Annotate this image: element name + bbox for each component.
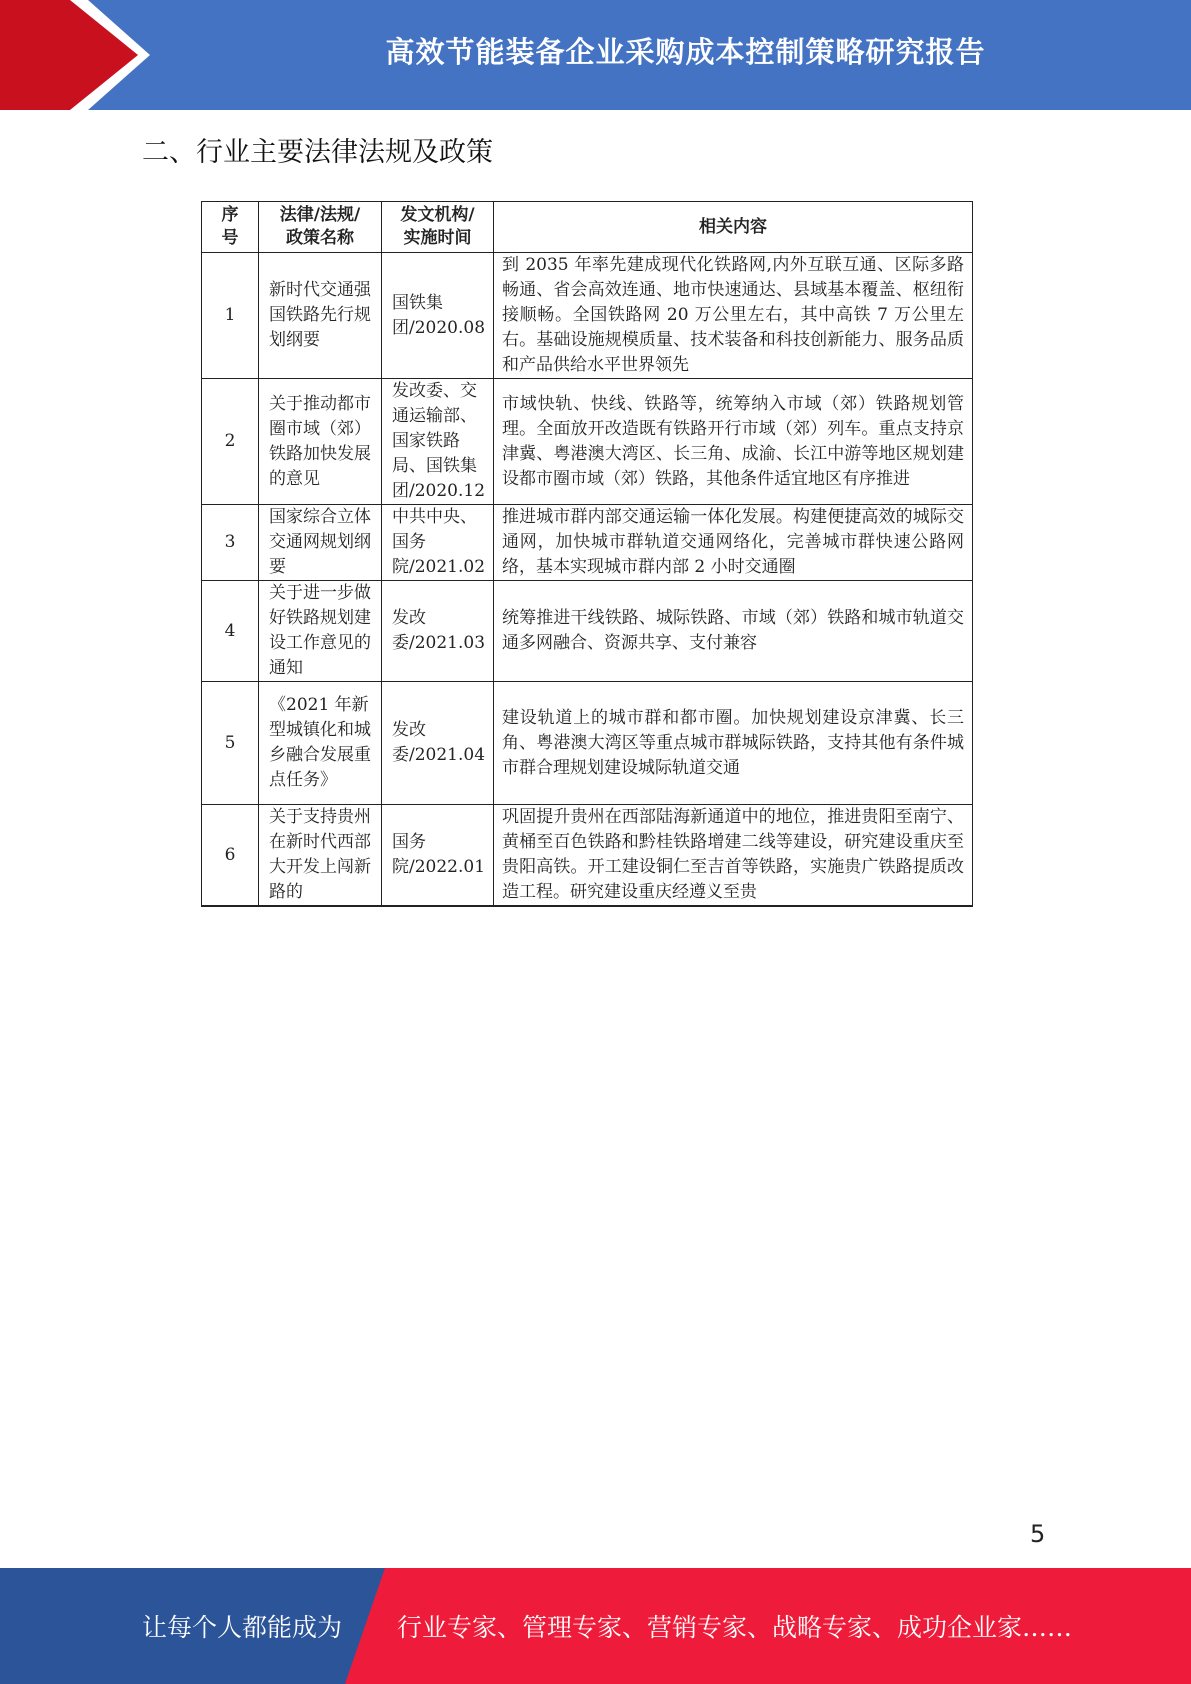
policy-content: 统筹推进干线铁路、城际铁路、市域（郊）铁路和城市轨道交通多网融合、资源共享、支付兼容 [494,581,973,682]
policy-content: 到 2035 年率先建成现代化铁路网,内外互联互通、区际多路畅通、省会高效连通、地市快速通达、县域基本覆盖、枢纽衔接顺畅。全国铁路网 20 万公里左右，其中高铁 7 万公里左右。基础设施规模质量、技术装备和科技创新能力、服务品质和产品供给水平世界领先 [494,253,973,379]
row-number: 1 [202,253,259,379]
page-footer [0,1568,1191,1684]
issuer-date: 发改委、交通运输部、国家铁路局、国铁集团/2020.12 [382,379,494,505]
column-header-name: 法律/法规/ 政策名称 [259,202,382,253]
issuer-date: 中共中央、国务院/2021.02 [382,505,494,581]
page-header [0,0,1191,110]
policy-name: 国家综合立体交通网规划纲要 [259,505,382,581]
policy-content: 推进城市群内部交通运输一体化发展。构建便捷高效的城际交通网，加快城市群轨道交通网络化，完善城市群快速公路网络，基本实现城市群内部 2 小时交通圈 [494,505,973,581]
table-row [202,581,973,682]
policy-table [201,201,973,907]
issuer-date: 发改委/2021.03 [382,581,494,682]
footer-slogan-right: 行业专家、管理专家、营销专家、战略专家、成功企业家…… [397,1613,1073,1642]
document-title: 高效节能装备企业采购成本控制策略研究报告 [385,34,986,69]
table-row [202,505,973,581]
policy-name: 关于进一步做好铁路规划建设工作意见的通知 [259,581,382,682]
policy-content: 巩固提升贵州在西部陆海新通道中的地位，推进贵阳至南宁、黄桶至百色铁路和黔桂铁路增建二线等建设，研究建设重庆至贵阳高铁。开工建设铜仁至吉首等铁路，实施贵广铁路提质改造工程。研究建设重庆经遵义至贵 [494,805,973,907]
row-number: 5 [202,682,259,805]
column-header-no: 序 号 [202,202,259,253]
issuer-date: 国务院/2022.01 [382,805,494,907]
policy-name: 《2021 年新型城镇化和城乡融合发展重点任务》 [259,682,382,805]
header-arrow-decoration [0,0,200,110]
table-row [202,253,973,379]
row-number: 2 [202,379,259,505]
table-row [202,379,973,505]
row-number: 6 [202,805,259,907]
section-heading: 二、行业主要法律法规及政策 [142,137,493,168]
column-header-content: 相关内容 [494,202,973,253]
policy-name: 新时代交通强国铁路先行规划纲要 [259,253,382,379]
table-header-row [202,202,973,253]
policy-content: 建设轨道上的城市群和都市圈。加快规划建设京津冀、长三角、粤港澳大湾区等重点城市群城际铁路，支持其他有条件城市群合理规划建设城际轨道交通 [494,682,973,805]
footer-slogan-left: 让每个人都能成为 [142,1613,343,1642]
issuer-date: 发改委/2021.04 [382,682,494,805]
table-row [202,805,973,907]
page-number: 5 [1030,1520,1046,1548]
row-number: 4 [202,581,259,682]
policy-name: 关于推动都市圈市域（郊）铁路加快发展的意见 [259,379,382,505]
policy-name: 关于支持贵州在新时代西部大开发上闯新路的 [259,805,382,907]
table-row [202,682,973,805]
issuer-date: 国铁集团/2020.08 [382,253,494,379]
row-number: 3 [202,505,259,581]
policy-content: 市域快轨、快线、铁路等，统筹纳入市域（郊）铁路规划管理。全面放开改造既有铁路开行市域（郊）列车。重点支持京津冀、粤港澳大湾区、长三角、成渝、长江中游等地区规划建设都市圈市域（郊）铁路，其他条件适宜地区有序推进 [494,379,973,505]
column-header-issuer: 发文机构/ 实施时间 [382,202,494,253]
